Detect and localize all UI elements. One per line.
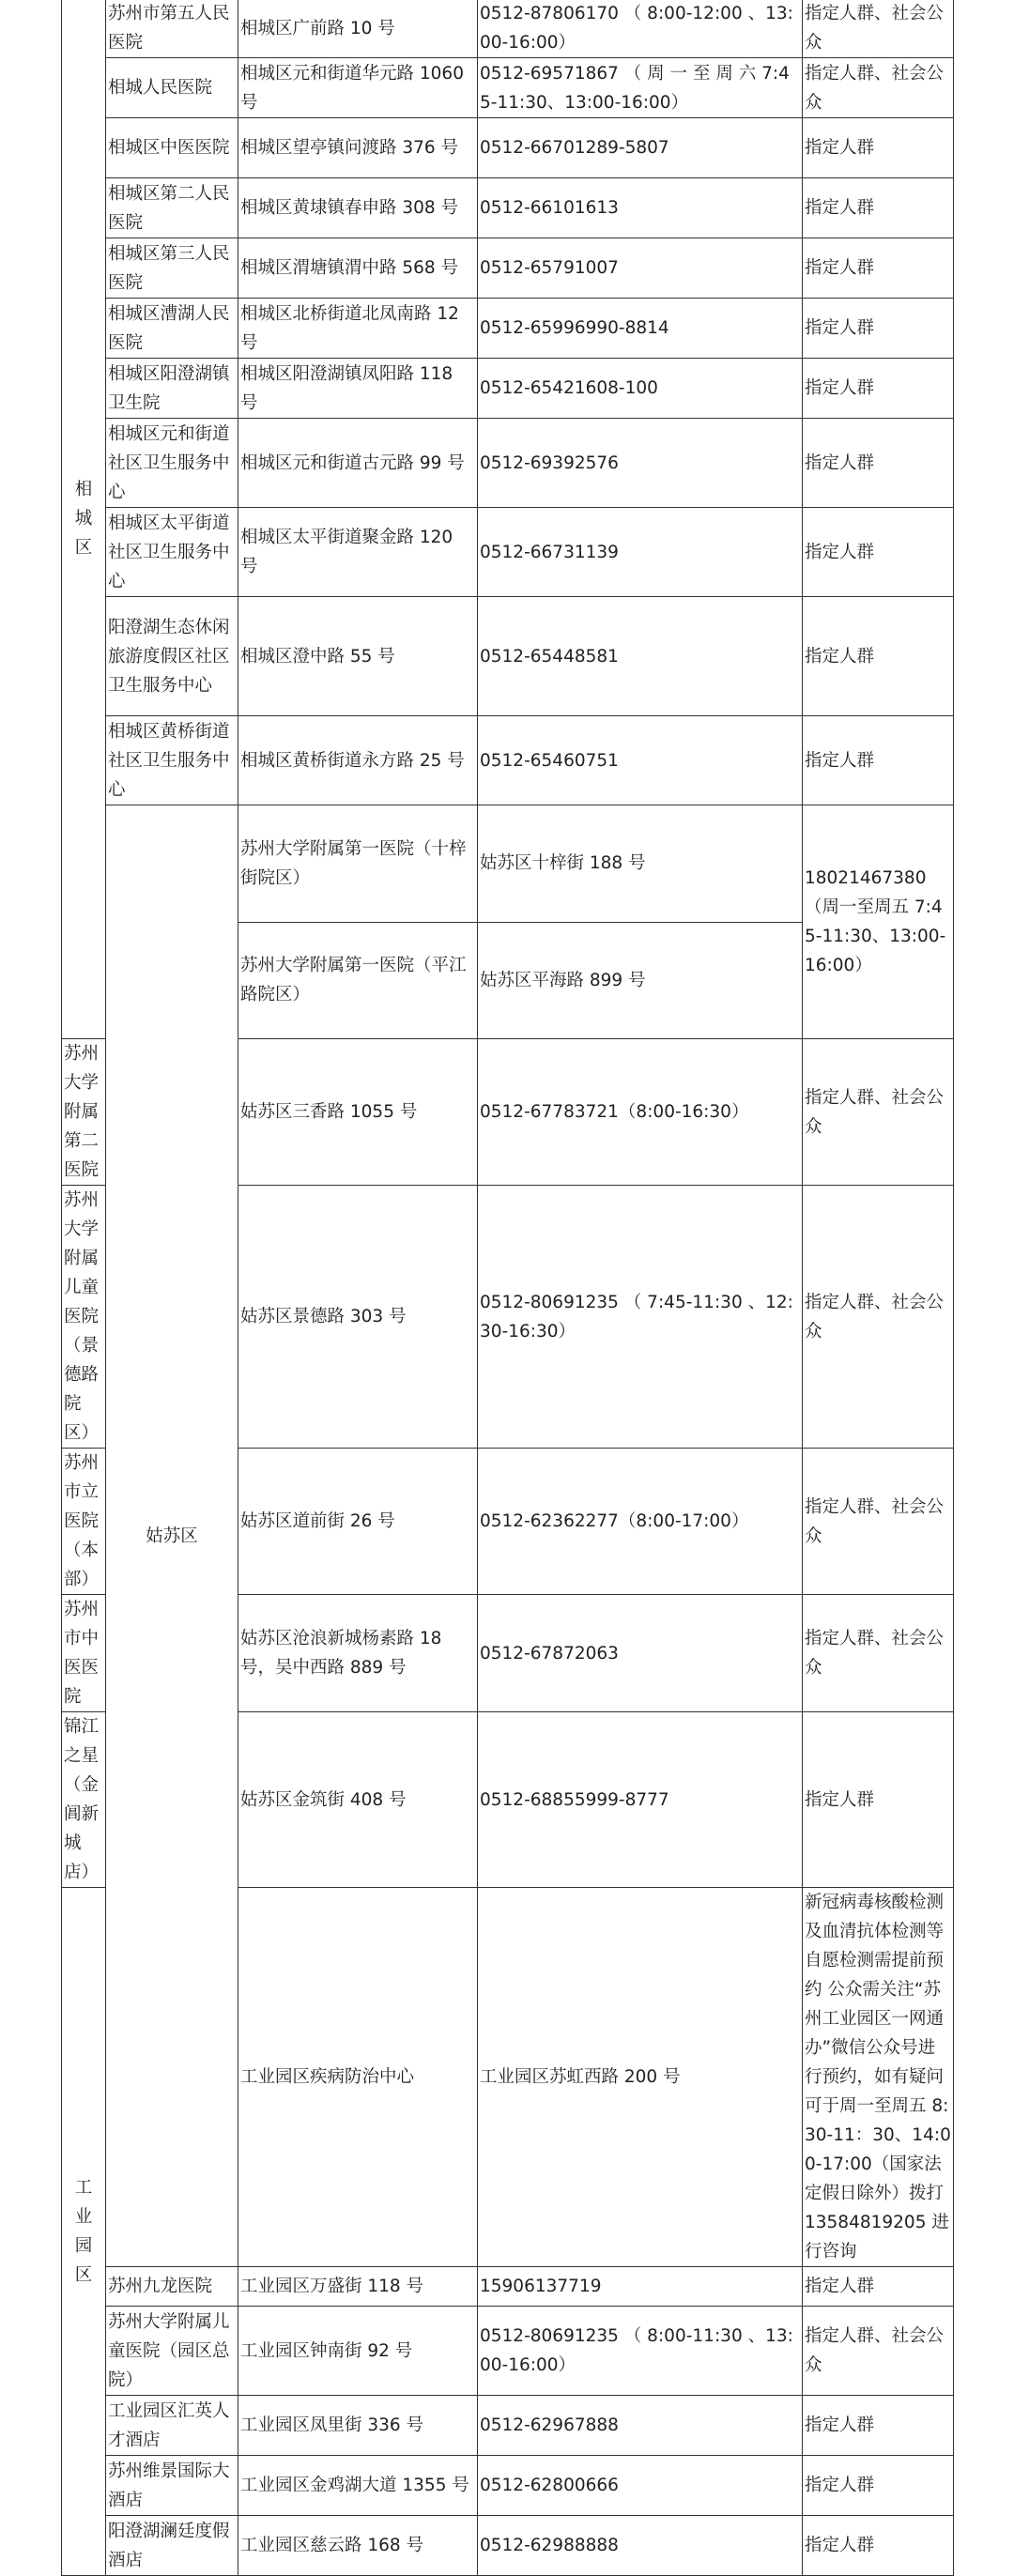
site-name: 相城区黄桥街道社区卫生服务中心 <box>106 716 238 805</box>
site-name: 相城区太平街道社区卫生服务中心 <box>106 508 238 597</box>
table-row <box>62 597 954 716</box>
table-row <box>62 359 954 419</box>
site-scope: 指定人群 <box>803 1712 954 1888</box>
table-row <box>62 2456 954 2516</box>
district-cell: 姑苏区 <box>106 805 238 2267</box>
site-phone: 0512-87806170 （ 8:00-12:00 、13:00-16:00） <box>478 0 803 58</box>
site-name: 相城区元和街道社区卫生服务中心 <box>106 419 238 508</box>
table-row <box>62 58 954 118</box>
site-address: 相城区黄埭镇春申路 308 号 <box>238 178 478 238</box>
site-address: 工业园区凤里街 336 号 <box>238 2396 478 2456</box>
table-row <box>62 0 954 58</box>
site-phone: 0512-67783721（8:00-16:30） <box>478 1039 803 1186</box>
district-cell: 相城区 <box>62 0 106 1039</box>
site-scope: 指定人群 <box>803 2516 954 2576</box>
site-address: 工业园区钟南街 92 号 <box>238 2307 478 2396</box>
site-scope: 指定人群 <box>803 299 954 359</box>
site-scope: 指定人群 <box>803 716 954 805</box>
site-phone: 0512-65996990-8814 <box>478 299 803 359</box>
site-name: 相城人民医院 <box>106 58 238 118</box>
site-name: 苏州市中医医院 <box>62 1595 106 1712</box>
site-phone: 0512-65791007 <box>478 238 803 299</box>
site-scope: 指定人群 <box>803 118 954 178</box>
site-phone: 0512-67872063 <box>478 1595 803 1712</box>
site-name: 阳澄湖生态休闲旅游度假区社区卫生服务中心 <box>106 597 238 716</box>
site-name: 苏州大学附属儿童医院（园区总院） <box>106 2307 238 2396</box>
site-phone: 0512-65448581 <box>478 597 803 716</box>
site-address: 相城区太平街道聚金路 120 号 <box>238 508 478 597</box>
site-name: 苏州市立医院（本部） <box>62 1449 106 1595</box>
table-row <box>62 805 954 923</box>
table-row <box>62 2396 954 2456</box>
site-scope: 指定人群 <box>803 2456 954 2516</box>
table-row <box>62 299 954 359</box>
site-address: 工业园区苏虹西路 200 号 <box>478 1888 803 2267</box>
site-scope: 指定人群 <box>803 359 954 419</box>
site-phone: 0512-66731139 <box>478 508 803 597</box>
site-scope: 指定人群 <box>803 597 954 716</box>
site-phone: 18021467380（周一至周五 7:45-11:30、13:00-16:00） <box>803 805 954 1039</box>
site-scope: 指定人群 <box>803 2396 954 2456</box>
site-address: 姑苏区十梓街 188 号 <box>478 805 803 923</box>
site-address: 姑苏区金筑街 408 号 <box>238 1712 478 1888</box>
site-name: 相城区阳澄湖镇卫生院 <box>106 359 238 419</box>
table-row <box>62 419 954 508</box>
site-name: 相城区漕湖人民医院 <box>106 299 238 359</box>
site-name: 工业园区汇英人才酒店 <box>106 2396 238 2456</box>
site-name: 苏州大学附属第一医院（十梓街院区） <box>238 805 478 923</box>
table-border-continuation <box>61 1826 62 1832</box>
site-phone: 0512-62800666 <box>478 2456 803 2516</box>
site-scope: 指定人群 <box>803 238 954 299</box>
site-name: 苏州大学附属儿童医院（景德路院区） <box>62 1186 106 1449</box>
site-scope: 指定人群、社会公众 <box>803 1449 954 1595</box>
site-name: 相城区第三人民医院 <box>106 238 238 299</box>
site-address: 相城区元和街道古元路 99 号 <box>238 419 478 508</box>
site-name: 工业园区疾病防治中心 <box>238 1888 478 2267</box>
site-address: 相城区阳澄湖镇凤阳路 118 号 <box>238 359 478 419</box>
site-scope: 指定人群 <box>803 508 954 597</box>
site-scope: 指定人群、社会公众 <box>803 1186 954 1449</box>
site-address: 工业园区金鸡湖大道 1355 号 <box>238 2456 478 2516</box>
table-row <box>62 118 954 178</box>
site-address: 相城区元和街道华元路 1060 号 <box>238 58 478 118</box>
site-scope: 指定人群、社会公众 <box>803 0 954 58</box>
site-address: 相城区澄中路 55 号 <box>238 597 478 716</box>
site-scope: 指定人群、社会公众 <box>803 58 954 118</box>
table-border-continuation <box>953 1826 954 1832</box>
site-address: 相城区黄桥街道永方路 25 号 <box>238 716 478 805</box>
district-cell: 工业园区 <box>62 1888 106 2576</box>
testing-sites-table <box>61 0 954 2576</box>
site-address: 姑苏区景德路 303 号 <box>238 1186 478 1449</box>
table-row <box>62 2516 954 2576</box>
table-row <box>62 178 954 238</box>
site-scope: 指定人群、社会公众 <box>803 1039 954 1186</box>
site-name: 苏州市第五人民医院 <box>106 0 238 58</box>
site-name: 相城区中医医院 <box>106 118 238 178</box>
table-row <box>62 2307 954 2396</box>
site-name: 苏州大学附属第二医院 <box>62 1039 106 1186</box>
site-address: 相城区北桥街道北凤南路 12 号 <box>238 299 478 359</box>
site-address: 姑苏区平海路 899 号 <box>478 922 803 1039</box>
site-name: 苏州九龙医院 <box>106 2267 238 2307</box>
site-phone: 0512-62967888 <box>478 2396 803 2456</box>
site-phone: 0512-80691235 （ 8:00-11:30 、13:00-16:00） <box>478 2307 803 2396</box>
site-address: 姑苏区道前街 26 号 <box>238 1449 478 1595</box>
site-address: 工业园区慈云路 168 号 <box>238 2516 478 2576</box>
site-phone: 0512-69392576 <box>478 419 803 508</box>
table-row <box>62 508 954 597</box>
site-phone: 0512-65421608-100 <box>478 359 803 419</box>
table-row <box>62 716 954 805</box>
site-name: 相城区第二人民医院 <box>106 178 238 238</box>
site-scope: 指定人群 <box>803 178 954 238</box>
site-name: 锦江之星（金阊新城店） <box>62 1712 106 1888</box>
site-address: 姑苏区三香路 1055 号 <box>238 1039 478 1186</box>
site-phone: 0512-80691235 （ 7:45-11:30 、12:30-16:30） <box>478 1186 803 1449</box>
site-phone: 0512-69571867 （ 周 一 至 周 六 7:45-11:30、13:00-16:00） <box>478 58 803 118</box>
site-address: 工业园区万盛街 118 号 <box>238 2267 478 2307</box>
site-phone: 0512-65460751 <box>478 716 803 805</box>
table-row <box>62 238 954 299</box>
site-phone: 0512-66101613 <box>478 178 803 238</box>
site-address: 相城区广前路 10 号 <box>238 0 478 58</box>
site-address: 相城区渭塘镇渭中路 568 号 <box>238 238 478 299</box>
site-address: 姑苏区沧浪新城杨素路 18 号，吴中西路 889 号 <box>238 1595 478 1712</box>
site-name: 苏州大学附属第一医院（平江路院区） <box>238 922 478 1039</box>
site-scope: 指定人群、社会公众 <box>803 1595 954 1712</box>
site-phone: 0512-62362277（8:00-17:00） <box>478 1449 803 1595</box>
site-scope: 指定人群、社会公众 <box>803 2307 954 2396</box>
site-address: 相城区望亭镇问渡路 376 号 <box>238 118 478 178</box>
site-name: 苏州维景国际大酒店 <box>106 2456 238 2516</box>
table-row <box>62 2267 954 2307</box>
site-scope: 指定人群 <box>803 2267 954 2307</box>
site-phone: 0512-66701289-5807 <box>478 118 803 178</box>
site-phone: 0512-68855999-8777 <box>478 1712 803 1888</box>
site-scope: 指定人群 <box>803 419 954 508</box>
site-name: 阳澄湖澜廷度假酒店 <box>106 2516 238 2576</box>
site-phone: 15906137719 <box>478 2267 803 2307</box>
site-phone: 新冠病毒核酸检测及血清抗体检测等自愿检测需提前预约 公众需关注“苏州工业园区一网通办”微信公众号进行预约，如有疑问可于周一至周五 8:30-11：30、14:00-17:00（国家法定假日除外）拨打 13584819205 进行咨询 <box>803 1888 954 2267</box>
site-phone: 0512-62988888 <box>478 2516 803 2576</box>
